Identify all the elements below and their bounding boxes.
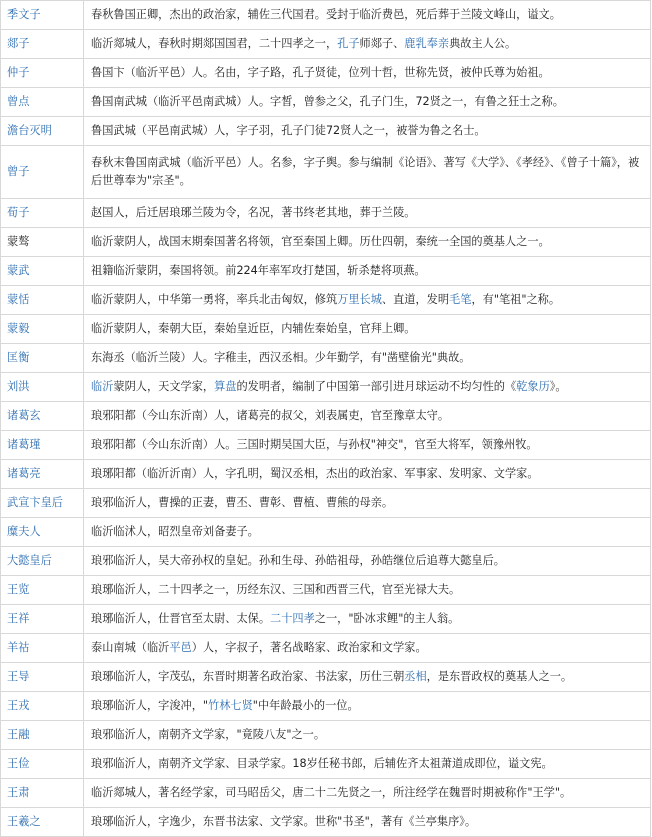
table-row (1, 692, 651, 721)
description-text: 鲁国武城（平邑南武城）人，字子羽，孔子门徒72贤人之一，被誉为鲁之名士。 (91, 124, 486, 137)
description-text: 琅邪临沂人，曹操的正妻，曹丕、曹彰、曹植、曹熊的母亲。 (91, 496, 394, 509)
person-name-cell (1, 721, 84, 750)
person-name-cell (1, 1, 84, 30)
person-description-cell (84, 146, 651, 199)
table-row (1, 315, 651, 344)
table-row (1, 373, 651, 402)
person-name-link[interactable]: 王览 (7, 583, 30, 596)
table-row (1, 721, 651, 750)
person-description-cell (84, 59, 651, 88)
table-row (1, 460, 651, 489)
person-description-cell (84, 315, 651, 344)
person-name-link[interactable]: 大懿皇后 (7, 554, 52, 567)
table-row (1, 431, 651, 460)
description-text: 琅邪临沂人，南朝齐文学家、目录学家。18岁任秘书郎，后辅佐齐太祖萧道成即位，谥文宪。 (91, 757, 553, 770)
person-description-cell (84, 634, 651, 663)
description-text: 鲁国南武城（临沂平邑南武城）人。字皙，曾参之父，孔子门生，72贤之一，有鲁之狂士之称。 (91, 95, 564, 108)
table-row (1, 286, 651, 315)
person-description-cell (84, 605, 651, 634)
description-text: 临沂蒙阴人，中华第一勇将，率兵北击匈奴，修筑 (91, 293, 338, 306)
description-link[interactable]: 万里长城 (337, 293, 382, 306)
person-name-cell (1, 808, 84, 837)
person-name-cell (1, 146, 84, 199)
table-row (1, 489, 651, 518)
person-description-cell (84, 30, 651, 59)
description-text: 春秋鲁国正卿，杰出的政治家，辅佐三代国君。受封于临沂费邑，死后葬于兰陵文峰山，谥文。 (91, 8, 561, 21)
description-text: 祖籍临沂蒙阴，秦国将领。前224年率军攻打楚国，斩杀楚将项燕。 (91, 264, 426, 277)
description-text: 琅琊临沂人，字浚冲，" (91, 699, 209, 712)
person-description-cell (84, 518, 651, 547)
table-row (1, 402, 651, 431)
person-name-cell (1, 199, 84, 228)
person-name-cell (1, 315, 84, 344)
person-description-cell (84, 750, 651, 779)
person-name-link[interactable]: 诸葛亮 (7, 467, 41, 480)
person-description-cell (84, 808, 651, 837)
person-name-link[interactable]: 王羲之 (7, 815, 41, 828)
description-text: 琅琊阳都（临沂沂南）人，字孔明，蜀汉丞相，杰出的政治家、军事家、发明家、文学家。 (91, 467, 539, 480)
description-link[interactable]: 二十四孝 (270, 612, 315, 625)
table-row (1, 634, 651, 663)
description-link[interactable]: 平邑 (169, 641, 192, 654)
person-description-cell (84, 117, 651, 146)
description-text: 东海丞（临沂兰陵）人。字稚圭，西汉丞相。少年勤学，有"凿壁偷光"典故。 (91, 351, 471, 364)
person-name-link[interactable]: 仲子 (7, 66, 30, 79)
person-name-cell (1, 257, 84, 286)
table-row (1, 199, 651, 228)
person-name-link[interactable]: 蒙毅 (7, 322, 30, 335)
person-name-cell (1, 286, 84, 315)
description-text: 临沂郯城人，春秋时期郯国国君，二十四孝之一， (91, 37, 338, 50)
description-text: 琅邪临沂人，吴大帝孙权的皇妃。孙和生母、孙皓祖母，孙皓继位后追尊大懿皇后。 (91, 554, 505, 567)
person-name-link[interactable]: 羊祜 (7, 641, 30, 654)
person-name-link[interactable]: 蒙恬 (7, 293, 30, 306)
person-name-cell (1, 779, 84, 808)
person-name-cell (1, 692, 84, 721)
description-text: 师郯子、 (359, 37, 405, 50)
description-link[interactable]: 竹林七贤 (208, 699, 253, 712)
person-name-cell (1, 547, 84, 576)
person-description-cell (84, 88, 651, 117)
person-description-cell (84, 576, 651, 605)
person-description-cell (84, 228, 651, 257)
person-name-link[interactable]: 曾点 (7, 95, 30, 108)
description-text: 琅琊临沂人，字茂弘，东晋时期著名政治家、书法家，历仕三朝 (91, 670, 405, 683)
description-text: 琅琊临沂人，字逸少，东晋书法家、文学家。世称"书圣"，著有《兰亭集序》。 (91, 815, 477, 828)
table-row (1, 663, 651, 692)
person-name-link[interactable]: 蒙武 (7, 264, 30, 277)
description-text: 泰山南城（临沂 (91, 641, 170, 654)
person-description-cell (84, 489, 651, 518)
person-name-link[interactable]: 郯子 (7, 37, 30, 50)
person-name-link[interactable]: 王戎 (7, 699, 30, 712)
person-description-cell (84, 663, 651, 692)
person-name-link[interactable]: 诸葛瑾 (7, 438, 41, 451)
person-description-cell (84, 431, 651, 460)
table-row (1, 344, 651, 373)
description-link[interactable]: 毛笔 (449, 293, 472, 306)
person-name-link[interactable]: 王祥 (7, 612, 30, 625)
person-name-link[interactable]: 武宣卞皇后 (7, 496, 63, 509)
table-row (1, 605, 651, 634)
person-description-cell (84, 344, 651, 373)
description-link[interactable]: 孔子 (337, 37, 360, 50)
person-description-cell (84, 547, 651, 576)
description-link[interactable]: 丞相 (404, 670, 427, 683)
person-name-cell (1, 750, 84, 779)
table-row (1, 117, 651, 146)
person-name-cell (1, 228, 84, 257)
person-name-cell (1, 373, 84, 402)
description-text: 》。 (549, 380, 567, 393)
description-text: 临沂临沭人，昭烈皇帝刘备妻子。 (91, 525, 259, 538)
description-text: ，有"笔祖"之称。 (471, 293, 561, 306)
description-text: 临沂郯城人，著名经学家，司马昭岳父，唐二十二先贤之一，所注经学在魏晋时期被称作"王学"。 (91, 786, 572, 799)
table-row (1, 518, 651, 547)
person-name-link[interactable]: 澹台灭明 (7, 124, 52, 137)
person-name-link[interactable]: 王俭 (7, 757, 30, 770)
description-text: "中年龄最小的一位。 (252, 699, 359, 712)
person-name-link[interactable]: 王导 (7, 670, 30, 683)
person-description-cell (84, 721, 651, 750)
description-text: 琅邪临沂人，南朝齐文学家，"竟陵八友"之一。 (91, 728, 326, 741)
person-description-cell (84, 460, 651, 489)
description-text: 琅琊临沂人，仕晋官至太尉、太保。 (91, 612, 271, 625)
table-row (1, 547, 651, 576)
person-description-cell (84, 199, 651, 228)
person-description-cell (84, 257, 651, 286)
person-name-cell (1, 576, 84, 605)
person-name-cell (1, 88, 84, 117)
description-text: 春秋末鲁国南武城（临沂平邑）人。名参，字子舆。参与编制《论语》、著写《大学》、《孝经》、《曾子十篇》，被后世尊奉为"宗圣"。 (91, 156, 640, 187)
table-row (1, 88, 651, 117)
person-description-cell (84, 692, 651, 721)
person-name-cell (1, 344, 84, 373)
person-name-link[interactable]: 王肃 (7, 786, 30, 799)
person-name-cell (1, 30, 84, 59)
description-text: 蒙阴人，天文学家， (113, 380, 215, 393)
table-row (1, 808, 651, 837)
description-link[interactable]: 临沂 (91, 380, 114, 393)
table-row (1, 576, 651, 605)
description-text: 鲁国卞（临沂平邑）人。名由，字子路，孔子贤徒，位列十哲，世称先贤，被仲氏尊为始祖。 (91, 66, 550, 79)
person-name-link[interactable]: 刘洪 (7, 380, 30, 393)
table-row (1, 779, 651, 808)
person-name-link[interactable]: 诸葛玄 (7, 409, 41, 422)
person-name-cell (1, 460, 84, 489)
description-link[interactable]: 乾象历 (516, 380, 550, 393)
person-name: 蒙骜 (7, 235, 30, 248)
person-name-cell (1, 663, 84, 692)
person-name-link[interactable]: 曾子 (7, 165, 30, 178)
person-description-cell (84, 779, 651, 808)
person-name-cell (1, 634, 84, 663)
description-link[interactable]: 算盘 (214, 380, 237, 393)
person-name-cell (1, 402, 84, 431)
person-name-cell (1, 489, 84, 518)
description-text: 的发明者，编制了中国第一部引进月球运动不均匀性的《 (236, 380, 517, 393)
description-text: 临沂蒙阴人，秦朝大臣，秦始皇近臣，内辅佐秦始皇，官拜上卿。 (91, 322, 416, 335)
description-text: 典故主人公。 (449, 37, 517, 50)
person-description-cell (84, 286, 651, 315)
table-row (1, 750, 651, 779)
table-row (1, 257, 651, 286)
description-text: 琅邪阳都（今山东沂南）人。三国时期吴国大臣，与孙权"神交"，官至大将军，领豫州牧。 (91, 438, 538, 451)
person-name-cell (1, 117, 84, 146)
person-name-link[interactable]: 糜夫人 (7, 525, 41, 538)
person-name-cell (1, 605, 84, 634)
description-text: 临沂蒙阴人，战国末期秦国著名将领，官至秦国上卿。历仕四朝，秦统一全国的奠基人之一。 (91, 235, 550, 248)
table-body (1, 1, 651, 837)
table-row (1, 30, 651, 59)
person-description-cell (84, 373, 651, 402)
description-text: ，是东晋政权的奠基人之一。 (426, 670, 573, 683)
table-row (1, 228, 651, 257)
table-row (1, 1, 651, 30)
person-name-link[interactable]: 王融 (7, 728, 30, 741)
description-text: 琅邪阳都（今山东沂南）人，诸葛亮的叔父，刘表属吏，官至豫章太守。 (91, 409, 450, 422)
description-text: 之一，"卧冰求鲤"的主人翁。 (314, 612, 460, 625)
table-row (1, 59, 651, 88)
person-name-link[interactable]: 荀子 (7, 206, 30, 219)
description-link[interactable]: 鹿乳奉亲 (404, 37, 450, 50)
person-name-cell (1, 431, 84, 460)
table-row (1, 146, 651, 199)
person-name-cell (1, 518, 84, 547)
description-text: 、直道，发明 (381, 293, 450, 306)
description-text: 赵国人，后迁居琅琊兰陵为令，名况，著书终老其地，葬于兰陵。 (91, 206, 416, 219)
person-description-cell (84, 402, 651, 431)
description-text: 琅琊临沂人，二十四孝之一，历经东汉、三国和西晋三代，官至光禄大夫。 (91, 583, 461, 596)
person-name-cell (1, 59, 84, 88)
person-description-cell (84, 1, 651, 30)
description-text: ）人，字叔子，著名战略家、政治家和文学家。 (191, 641, 427, 654)
person-name-link[interactable]: 季文子 (7, 8, 41, 21)
person-name-link[interactable]: 匡衡 (7, 351, 30, 364)
